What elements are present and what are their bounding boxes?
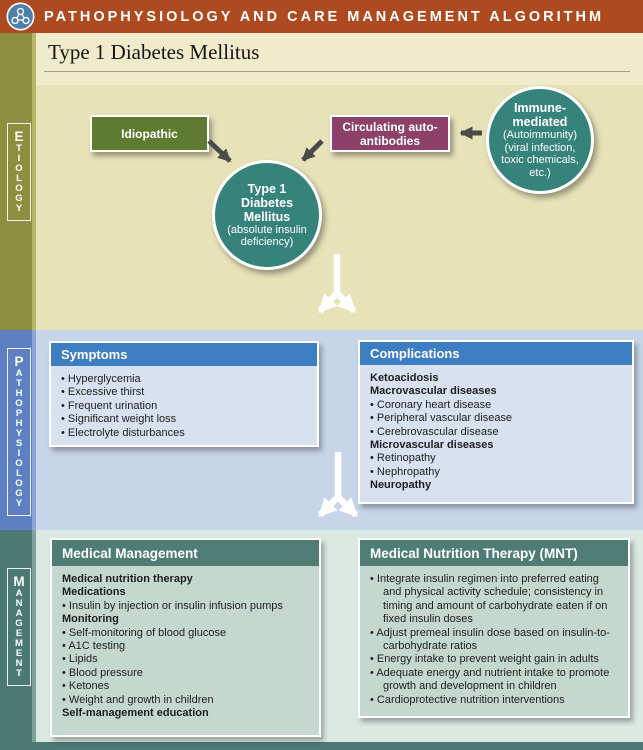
text-line: Medications <box>62 586 126 599</box>
header-bar <box>0 0 643 33</box>
complications-box <box>358 340 634 504</box>
vertical-letter: E <box>14 129 24 144</box>
text-line: Diabetes <box>240 195 294 210</box>
vertical-letter: Y <box>15 498 23 509</box>
text-line: • Lipids <box>62 653 310 666</box>
vertical-letter: G <box>15 488 23 499</box>
medical-management-list <box>52 566 319 735</box>
vertical-letter: E <box>15 648 23 659</box>
vertical-letter: O <box>15 478 23 489</box>
text-line: • Retinopathy <box>370 452 623 465</box>
vertical-letter: A <box>15 368 23 379</box>
text-line: • Electrolyte disturbances <box>61 427 308 440</box>
vertical-letter: L <box>16 468 22 479</box>
medical-management-header: Medical Management <box>52 540 319 566</box>
text-line: • Adequate energy and nutrient intake to promote growth and development in children <box>370 667 619 694</box>
vertical-letter: T <box>16 378 22 389</box>
vertical-letter: N <box>15 598 23 609</box>
vertical-letter: G <box>15 618 23 629</box>
mnt-list <box>360 566 628 716</box>
text-line: • Excessive thirst <box>61 386 308 399</box>
vertical-letter: T <box>16 668 22 679</box>
text-line: • Insulin by injection or insulin infusion pumps <box>62 600 310 613</box>
text-line: • Self-monitoring of blood glucose <box>62 627 310 640</box>
text-line: mediated <box>512 115 568 129</box>
text-line: Immune- <box>513 101 567 115</box>
text-line: Medical nutrition therapy <box>62 573 193 585</box>
text-line: • Ketones <box>62 680 310 693</box>
header-title: PATHOPHYSIOLOGY AND CARE MANAGEMENT ALGORITHM <box>44 9 605 25</box>
vertical-letter: P <box>14 354 24 369</box>
text-line: (viral infection, <box>504 141 576 154</box>
text-line: (absolute insulin <box>227 223 307 236</box>
vertical-letter: P <box>15 408 23 419</box>
text-line: • Adjust premeal insulin dose based on insulin-to-carbohydrate ratios <box>370 627 619 654</box>
vertical-letter: A <box>15 608 23 619</box>
symptoms-box <box>49 341 319 447</box>
text-line: • Cardioprotective nutrition interventions <box>370 694 619 707</box>
text-line: • Integrate insulin regimen into preferred eating and physical activity schedule; consistency in timing and amount of carbohydrate eaten if on fixed insulin doses <box>370 573 619 627</box>
circulating-autoantibodies-node: Circulating auto-antibodies <box>330 115 450 152</box>
text-line: (Autoimmunity) <box>503 129 577 141</box>
title-divider <box>44 71 630 72</box>
page-title: Type 1 Diabetes Mellitus <box>48 40 260 64</box>
vertical-letter: S <box>15 438 23 449</box>
vertical-letter: O <box>15 398 23 409</box>
text-line: • Hyperglycemia <box>61 373 308 386</box>
text-line: deficiency) <box>240 236 294 248</box>
text-line: Monitoring <box>62 613 119 626</box>
immune-mediated-node <box>486 86 594 194</box>
text-line: • Nephropathy <box>370 466 623 479</box>
bottom-bar <box>0 742 643 750</box>
mnt-header: Medical Nutrition Therapy (MNT) <box>360 540 628 566</box>
text-line: • Cerebrovascular disease <box>370 426 623 439</box>
vertical-letter: H <box>15 418 23 429</box>
text-line: Neuropathy <box>370 479 432 492</box>
vertical-letter: I <box>17 153 21 164</box>
text-line: • Energy intake to prevent weight gain in adults <box>370 653 619 666</box>
mnt-box <box>358 538 630 718</box>
vertical-letter: E <box>15 628 23 639</box>
vertical-letter: O <box>15 163 23 174</box>
medical-management-box <box>50 538 321 737</box>
idiopathic-node: Idiopathic <box>90 115 209 152</box>
etiology-section-label <box>7 123 31 221</box>
vertical-letter: A <box>15 588 23 599</box>
text-line: toxic chemicals, <box>501 154 579 166</box>
vertical-letter: O <box>15 183 23 194</box>
symptoms-list <box>51 366 317 445</box>
text-line: • Weight and growth in children <box>62 694 310 707</box>
vertical-letter: L <box>16 173 22 184</box>
vertical-letter: Y <box>15 428 23 439</box>
vertical-letter: O <box>15 458 23 469</box>
vertical-letter: T <box>16 143 22 154</box>
text-line: Macrovascular diseases <box>370 385 497 398</box>
vertical-letter: M <box>15 638 23 649</box>
vertical-letter: N <box>15 658 23 669</box>
text-line: • Blood pressure <box>62 667 310 680</box>
text-line: Microvascular diseases <box>370 439 494 452</box>
text-line: • A1C testing <box>62 640 310 653</box>
pathophysiology-section-label <box>7 348 31 516</box>
complications-header: Complications <box>360 342 632 365</box>
network-icon <box>6 2 35 31</box>
vertical-letter: G <box>15 193 23 204</box>
text-line: • Peripheral vascular disease <box>370 412 623 425</box>
vertical-letter: M <box>13 574 25 589</box>
symptoms-header: Symptoms <box>51 343 317 366</box>
text-line: etc.) <box>529 166 551 179</box>
type1-diabetes-node <box>212 160 322 270</box>
text-line: Self-management education <box>62 707 209 720</box>
text-line: • Frequent urination <box>61 400 308 413</box>
vertical-letter: Y <box>15 203 23 214</box>
management-section-label <box>7 568 31 686</box>
vertical-letter: I <box>17 448 21 459</box>
text-line: Type 1 <box>247 181 287 196</box>
text-line: Ketoacidosis <box>370 372 439 384</box>
text-line: • Significant weight loss <box>61 413 308 426</box>
text-line: Mellitus <box>243 209 291 224</box>
vertical-letter: H <box>15 388 23 399</box>
text-line: • Coronary heart disease <box>370 399 623 412</box>
complications-list <box>360 365 632 502</box>
